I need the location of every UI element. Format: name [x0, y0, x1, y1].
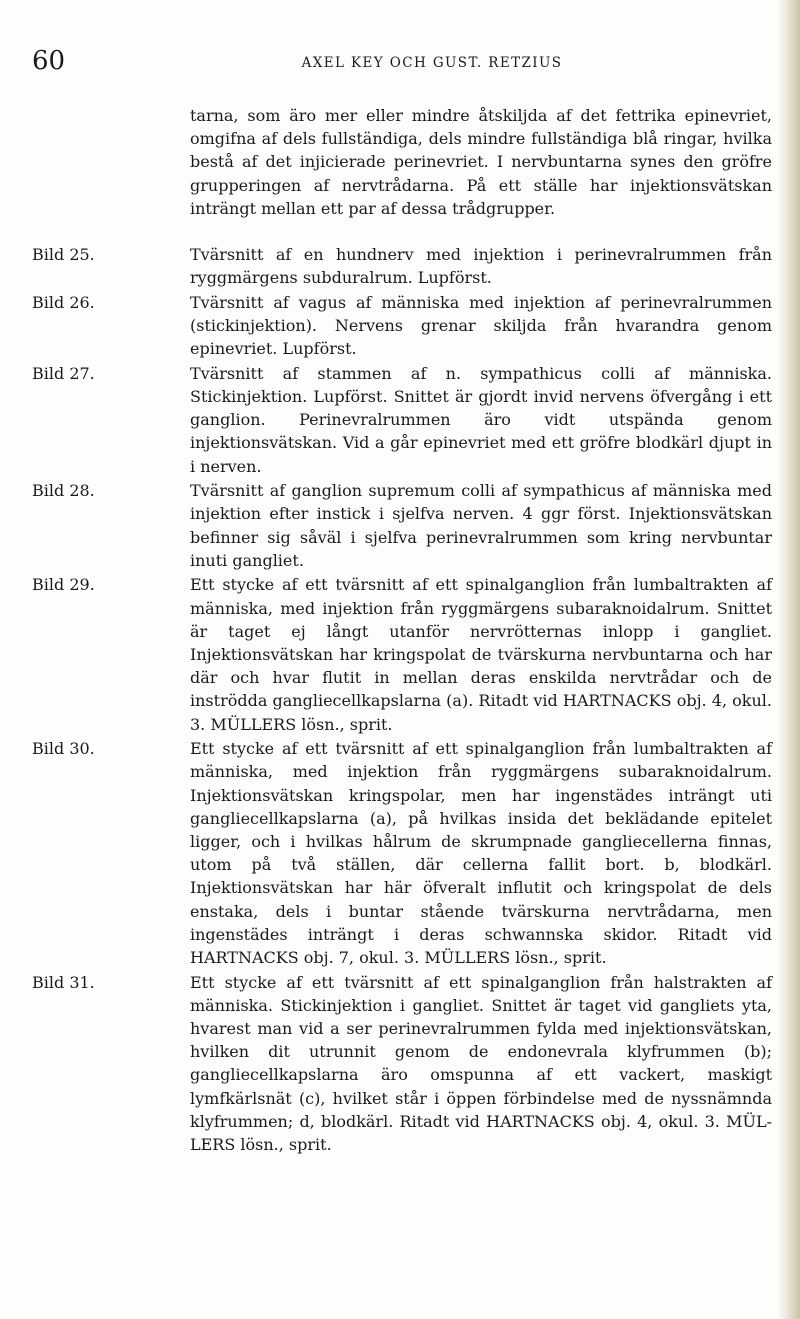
caption-label: Bild 27.: [32, 363, 95, 383]
caption-label: Bild 29.: [32, 575, 95, 595]
page-number: 60: [32, 46, 66, 76]
caption-entry-29: [32, 573, 772, 735]
caption-text: Ett stycke af ett tvärsnitt af ett spinalganglion från halstrakten af människa. Stickinjektion i gangliet. Snittet är taget vid gangliets yta, hvarest man vid a ser perinevralrummen fylda med injektionsvätskan, hvilken dit utrunnit genom de endonevrala klyfrummen (b); gangliecellkapslarna äro omspunna af ett vackert, maskigt lymfkärlsnät (c), hvilket står i öppen förbindelse med de nyssnämnda klyfrummen; d, blodkärl. Ritadt vid HARTNACKS obj. 4, okul. 3. MÜLLERS lösn., sprit.: [190, 972, 772, 1155]
running-head: AXEL KEY OCH GUST. RETZIUS: [301, 55, 563, 71]
page-header: [32, 46, 772, 86]
figure-captions: [32, 243, 772, 1158]
caption-entry-27: [32, 362, 772, 478]
caption-text: Tvärsnitt af vagus af människa med injektion af perinevralrummen (stickinjektion). Nervens grenar skiljda från hvarandra genom epinevriet. Lupförst.: [190, 292, 772, 359]
page-edge-shadow: [778, 0, 800, 1319]
caption-label: Bild 26.: [32, 292, 95, 312]
caption-text: Ett stycke af ett tvärsnitt af ett spinalganglion från lumbaltrakten af människa, med injektion från ryggmärgens subaraknoidalrum. Injektionsvätskan kringspolar, men har ingenstädes inträngt uti gangliecellkapslarna (a), på hvilkas insida det beklädande epitelet ligger, och i hvilkas hålrum de skrumpnade gangliecellerna finnas, utom på två ställen, där cellerna fallit bort. b, blodkärl. Injektionsvätskan har här öfveralt influtit och kringspolat de dels enstaka, dels i buntar stående tvärskurna nervtrådarna, men ingenstädes inträngt i deras schwannska skidor. Ritadt vid HARTNACKS obj. 7, okul. 3. MÜLLERS lösn., sprit.: [190, 739, 772, 968]
caption-text: Tvärsnitt af stammen af n. sympathicus colli af människa. Stickinjektion. Lupförst. Snittet är gjordt invid nervens öfvergång i ett ganglion. Perinevralrummen äro vidt utspända genom injektionsvätskan. Vid a går epinevriet med ett gröfre blodkärl djupt in i nerven.: [190, 363, 772, 476]
caption-entry-31: [32, 971, 772, 1157]
caption-label: Bild 30.: [32, 739, 95, 759]
caption-entry-30: [32, 737, 772, 969]
caption-entry-25: [32, 243, 772, 289]
caption-label: Bild 28.: [32, 481, 95, 501]
intro-paragraph: [190, 104, 772, 220]
caption-text: Ett stycke af ett tvärsnitt af ett spinalganglion från lumbaltrakten af människa, med injektion från ryggmärgens subaraknoidalrum. Snittet är taget ej långt utanför nervrötternas inlopp i gangliet. Injektionsvätskan har kringspolat de tvärskurna nervbuntarna och har där och hvar flutit in mellan deras enskilda nervtrådar och de inströdda gangliecellkapslarna (a). Ritadt vid HARTNACKS obj. 4, okul. 3. MÜLLERS lösn., sprit.: [190, 575, 772, 734]
caption-label: Bild 25.: [32, 245, 95, 264]
caption-text: Tvärsnitt af ganglion supremum colli af sympathicus af människa med injektion efter instick i sjelfva nerven. 4 ggr först. Injektionsvätskan befinner sig såväl i sjelfva perinevralrummen som kring nervbuntar inuti gangliet.: [190, 481, 772, 570]
caption-entry-28: [32, 479, 772, 572]
caption-label: Bild 31.: [32, 972, 95, 992]
caption-text: Tvärsnitt af en hundnerv med injektion i perinevralrummen från ryggmärgens subduralrum. Lupförst.: [190, 245, 772, 288]
caption-entry-26: [32, 291, 772, 361]
intro-text: tarna, som äro mer eller mindre åtskiljda af det fettrika epinevriet, omgifna af dels fullständiga, dels mindre fullständiga blå ringar, hvilka bestå af det injicierade perinevriet. I nervbuntarna synes den gröfre grupperingen af nervtrådarna. På ett ställe har injektionsvätskan inträngt mellan ett par af dessa trådgrupper.: [190, 106, 772, 218]
